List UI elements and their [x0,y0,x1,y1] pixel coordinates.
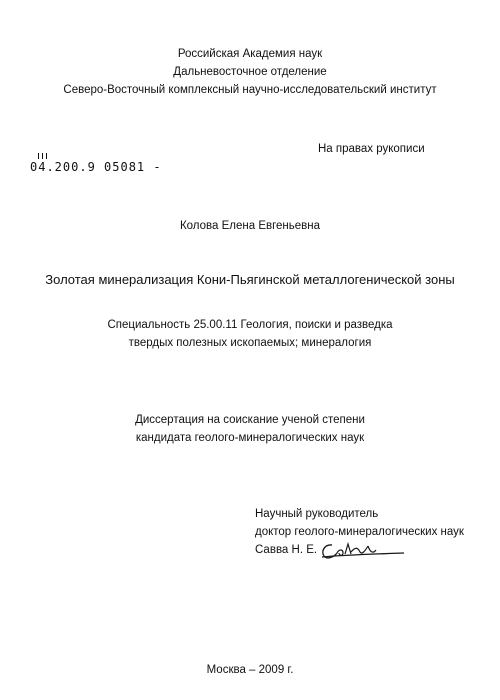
specialty-line-2: твердых полезных ископаемых; минералогия [128,337,372,349]
author-name: Колова Елена Евгеньевна [179,220,321,232]
registry-stamp [30,160,162,174]
supervisor-role: Научный руководитель [255,508,379,520]
stamp-tick-mark [38,153,39,159]
specialty-line-1: Специальность 25.00.11 Геология, поиски и разведка [107,319,393,331]
supervisor-signature [318,540,408,562]
stamp-tick-mark [46,153,47,159]
stamp-number: 04.200.9 05081 - [30,160,162,174]
supervisor-degree: доктор геолого-минералогических наук [255,526,464,538]
stamp-tick-mark [42,153,43,159]
branch-name: Дальневосточное отделение [173,66,327,78]
academy-name: Российская Академия наук [177,48,323,60]
dissertation-title: Золотая минерализация Кони-Пьягинской металлогенической зоны [45,272,455,287]
place-and-year: Москва – 2009 г. [206,664,294,676]
rights-note: На правах рукописи [318,143,425,155]
supervisor-name: Савва Н. Е. [255,544,318,556]
degree-line-1: Диссертация на соискание ученой степени [135,414,365,426]
institute-name: Северо-Восточный комплексный научно-исследовательский институт [63,84,437,96]
degree-line-2: кандидата геолого-минералогических наук [135,432,365,444]
